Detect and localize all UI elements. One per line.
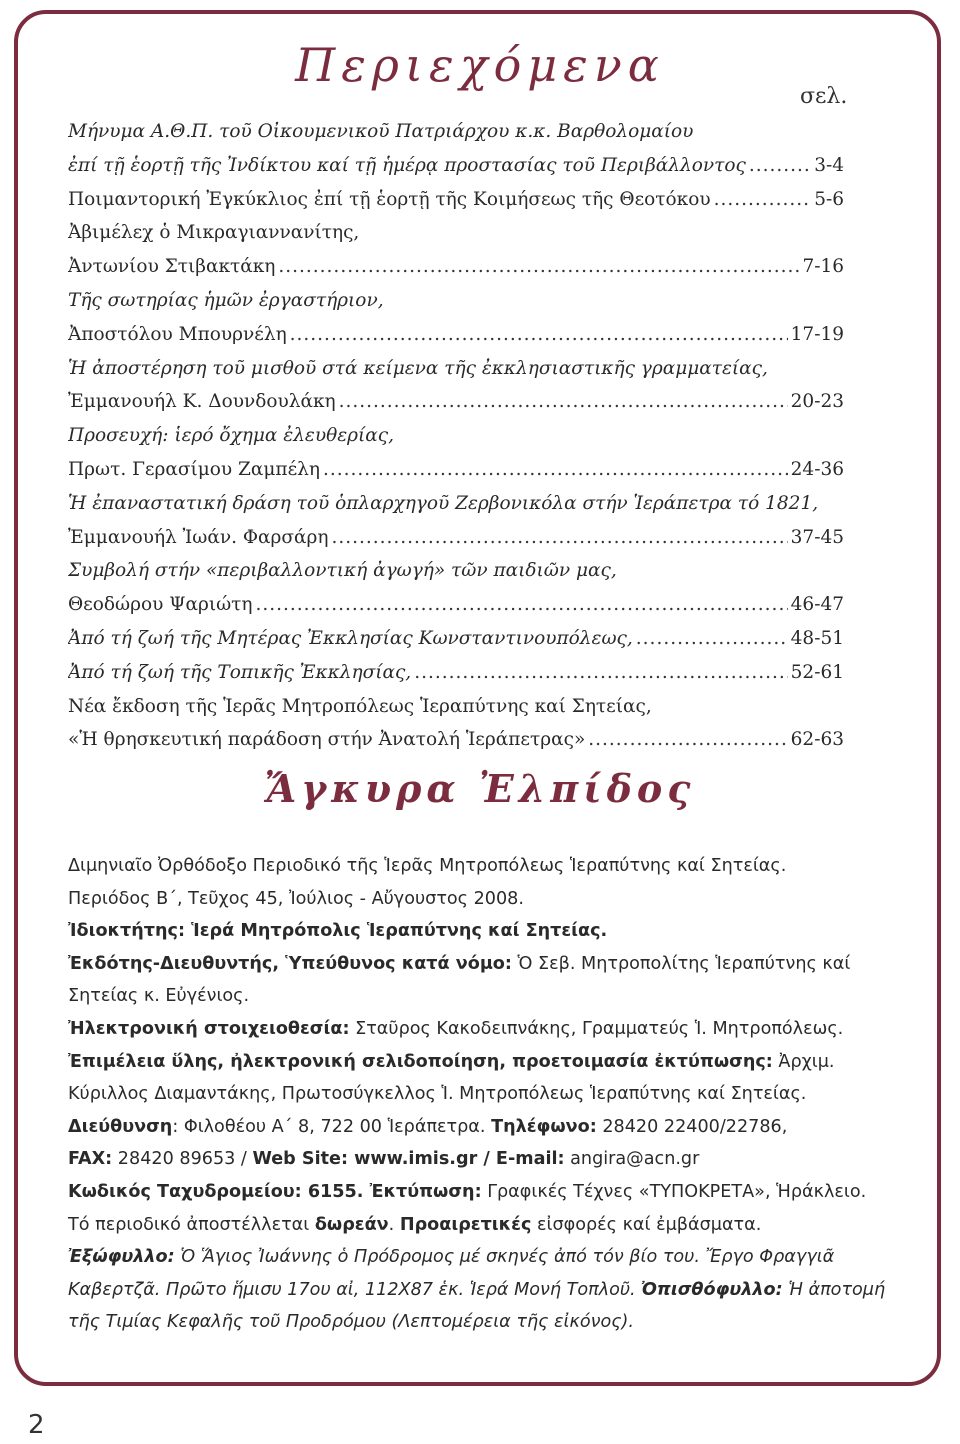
toc-leader-dots: [714, 183, 812, 217]
toc-entry-text: Νέα ἔκδοση τῆς Ἱερᾶς Μητροπόλεως Ἱεραπύτνης καί Σητείας,: [68, 695, 652, 717]
contact-line: FAX: 28420 89653 / Web Site: www.imis.gr / E-mail: angira@acn.gr: [68, 1149, 700, 1170]
toc-entry: [68, 656, 844, 690]
toc-entry: [68, 554, 844, 588]
toc-entry: [68, 521, 844, 555]
toc-entry: [68, 487, 844, 521]
toc-entry: [68, 588, 844, 622]
page-number: 2: [28, 1410, 45, 1440]
toc-leader-dots: [414, 656, 787, 690]
owner-line: Ἰδιοκτήτης: Ἱερά Μητρόπολις Ἱεραπύτνης καί Σητείας.: [68, 921, 608, 942]
email-link: angira@acn.gr: [564, 1149, 700, 1170]
toc-entry-text: Ἡ ἀποστέρηση τοῦ μισθοῦ στά κείμενα τῆς ἐκκλησιαστικῆς γραμματείας,: [68, 357, 768, 379]
toc-leader-dots: [749, 149, 811, 183]
toc-entry-text: Προσευχή: ἱερό ὄχημα ἐλευθερίας,: [68, 425, 395, 447]
toc-entry-page: 62-63: [790, 729, 844, 751]
toc-entry-text: Πρωτ. Γερασίμου Ζαμπέλη: [68, 458, 320, 480]
toc-entry-page: 5-6: [814, 188, 844, 210]
cover-line: Ἐξώφυλλο: Ὁ Ἅγιος Ἰωάννης ὁ Πρόδρομος μέ σκηνές ἀπό τόν βίο του. Ἔργο Φραγγιᾶ Καβερτζᾶ. Πρῶτο ἥμισυ 17ου αἰ, 112Χ87 ἑκ. Ἱερά Μονή Τοπλοῦ. Ὀπισθόφυλλο: Ἡ ἀποτομή τῆς Τιμίας Κεφαλῆς τοῦ Προδρόμου (Λεπτομέρεια τῆς εἰκόνος).: [68, 1247, 886, 1333]
toc-entry: [68, 622, 844, 656]
toc-entry-page: 37-45: [790, 526, 844, 548]
toc-entry: [68, 419, 844, 453]
toc-leader-dots: [636, 622, 788, 656]
typeset-line: Ἠλεκτρονική στοιχειοθεσία: Σταῦρος Κακοδειπνάκης, Γραμματεύς Ἱ. Μητροπόλεως.: [68, 1018, 844, 1039]
toc-leader-dots: [339, 385, 788, 419]
page-column-label: σελ.: [800, 84, 848, 109]
toc-entry-text: ἐπί τῇ ἑορτῇ τῆς Ἰνδίκτου καί τῇ ἡμέρᾳ προστασίας τοῦ Περιβάλλοντος: [68, 154, 746, 176]
toc-entry-text: Τῆς σωτηρίας ἡμῶν ἐργαστήριον,: [68, 289, 384, 311]
toc-entry-text: Συμβολή στήν «περιβαλλοντική ἀγωγή» τῶν παιδιῶν μας,: [68, 560, 617, 582]
toc-entry-text: Θεοδώρου Ψαριώτη: [68, 594, 253, 616]
colophon-line: Περιόδος Β΄, Τεῦχος 45, Ἰούλιος - Αὔγουστος 2008.: [68, 888, 524, 909]
toc-entry: [68, 385, 844, 419]
toc-entry-text: Μήνυμα Α.Θ.Π. τοῦ Οἰκουμενικοῦ Πατριάρχου κ.κ. Βαρθολομαίου: [68, 121, 694, 142]
toc-entry-text: Ποιμαντορική Ἐγκύκλιος ἐπί τῇ ἑορτῇ τῆς Κοιμήσεως τῆς Θεοτόκου: [68, 188, 711, 210]
toc-entry: [68, 149, 844, 183]
toc-leader-dots: [278, 250, 799, 284]
toc-entry-text: Ἡ ἐπαναστατική δράση τοῦ ὁπλαρχηγοῦ Ζερβονικόλα στήν Ἱεράπετρα τό 1821,: [68, 492, 819, 514]
page-title: Περιεχόμενα: [295, 38, 665, 92]
colophon: [68, 850, 896, 1339]
toc-entry-text: Ἀντωνίου Στιβακτάκη: [68, 256, 276, 278]
toc-leader-dots: [331, 521, 787, 555]
toc-entry-text: Ἀποστόλου Μπουρνέλη: [68, 323, 287, 345]
magazine-logo: Ἄγκυρα Ἐλπίδος: [264, 766, 696, 811]
table-of-contents: [68, 115, 844, 757]
toc-leader-dots: [256, 588, 788, 622]
toc-entry: [68, 690, 844, 724]
toc-entry: [68, 115, 844, 149]
toc-entry: [68, 352, 844, 386]
toc-entry: [68, 216, 844, 250]
free-line: Τό περιοδικό ἀποστέλλεται δωρεάν. Προαιρετικές εἰσφορές καί ἐμβάσματα.: [68, 1214, 762, 1235]
toc-entry: [68, 723, 844, 757]
toc-leader-dots: [290, 318, 788, 352]
toc-leader-dots: [588, 723, 787, 757]
toc-entry-page: 17-19: [790, 323, 844, 345]
toc-entry: [68, 250, 844, 284]
toc-entry-text: «Ἡ θρησκευτική παράδοση στήν Ἀνατολή Ἱεράπετρας»: [68, 729, 586, 751]
toc-entry-page: 52-61: [790, 661, 844, 683]
toc-entry: [68, 318, 844, 352]
toc-entry: [68, 453, 844, 487]
toc-entry-page: 3-4: [814, 154, 844, 176]
pobox-line: Κωδικός Ταχυδρομείου: 6155. Ἐκτύπωση: Γραφικές Τέχνες «ΤΥΠΟΚΡΕΤΑ», Ἡράκλειο.: [68, 1181, 867, 1202]
editing-line: Ἐπιμέλεια ὕλης, ἠλεκτρονική σελιδοποίηση, προετοιμασία ἐκτύπωσης: Ἀρχιμ. Κύριλλος Διαμαντάκης, Πρωτοσύγκελλος Ἱ. Μητροπόλεως Ἱεραπύτνης καί Σητείας.: [68, 1051, 835, 1105]
toc-entry-page: 48-51: [790, 627, 844, 649]
toc-entry-page: 46-47: [790, 594, 844, 616]
toc-entry: [68, 284, 844, 318]
toc-entry-text: Ἐμμανουήλ Ἰωάν. Φαρσάρη: [68, 526, 329, 548]
publisher-line: Ἐκδότης-Διευθυντής, Ὑπεύθυνος κατά νόμο: Ὁ Σεβ. Μητροπολίτης Ἱεραπύτνης καί Σητείας κ. Εὐγένιος.: [68, 953, 851, 1007]
toc-entry-text: Ἐμμανουήλ Κ. Δουνδουλάκη: [68, 391, 336, 413]
toc-leader-dots: [323, 453, 788, 487]
toc-entry-text: Ἀπό τή ζωή τῆς Τοπικῆς Ἐκκλησίας,: [68, 661, 412, 683]
toc-entry-page: 20-23: [790, 391, 844, 413]
toc-entry: [68, 183, 844, 217]
colophon-line: Διμηνιαῖο Ὀρθόδοξο Περιοδικό τῆς Ἱερᾶς Μητροπόλεως Ἱεραπύτνης καί Σητείας.: [68, 856, 787, 876]
toc-entry-text: Ἀβιμέλεχ ὁ Μικραγιαννανίτης,: [68, 222, 360, 244]
toc-entry-text: Ἀπό τή ζωή τῆς Μητέρας Ἐκκλησίας Κωνσταντινουπόλεως,: [68, 627, 633, 649]
toc-entry-page: 24-36: [790, 458, 844, 480]
toc-entry-page: 7-16: [802, 256, 844, 278]
address-line: Διεύθυνση: Φιλοθέου Α΄ 8, 722 00 Ἱεράπετρα. Τηλέφωνο: 28420 22400/22786,: [68, 1116, 788, 1137]
